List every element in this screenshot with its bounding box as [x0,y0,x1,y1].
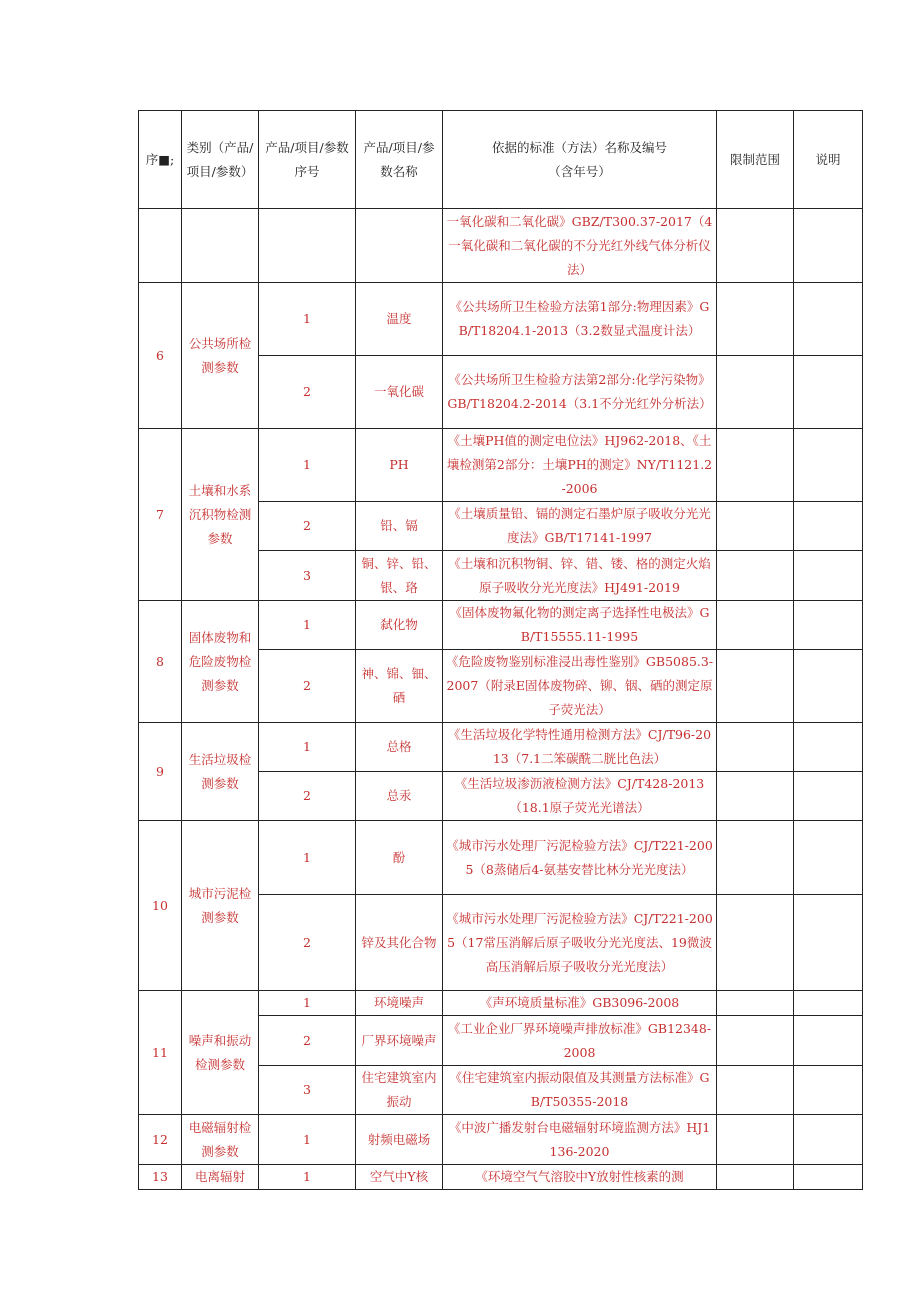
cell-item-no: 2 [259,895,356,991]
cell-standard: 《中波广播发射台电磁辐射环境监测方法》HJ1136-2020 [443,1115,717,1165]
cell-limit [717,601,794,650]
cell-note [794,1165,863,1190]
cell-seq: 8 [139,601,182,723]
cell-limit [717,650,794,723]
table-row [139,429,863,502]
cell-standard: 《城市污水处理厂污泥检验方法》CJ/T221-2005（8蒸储后4-氨基安替比林分光光度法） [443,821,717,895]
cell-seq: 13 [139,1165,182,1190]
cell-limit [717,723,794,772]
cell-item-name: PH [356,429,443,502]
header-limit: 限制范围 [717,111,794,209]
cell-note [794,772,863,821]
cell-note [794,1066,863,1115]
header-standard-line2: （含年号） [548,163,611,179]
cell-item-no: 1 [259,1165,356,1190]
table-row [139,601,863,650]
cell-item-no [259,209,356,283]
cell-item-no: 3 [259,551,356,601]
cell-limit [717,356,794,429]
cell-standard: 《城市污水处理厂污泥检验方法》CJ/T221-2005（17常压消解后原子吸收分光光度法、19微波高压消解后原子吸收分光光度法） [443,895,717,991]
cell-standard: 《工业企业厂界环境噪声排放标准》GB12348-2008 [443,1016,717,1066]
header-category: 类别（产品/项目/参数） [182,111,259,209]
cell-standard: 《土壤质量铅、镉的测定石墨炉原子吸收分光光度法》GB/T17141-1997 [443,502,717,551]
cell-item-name [356,209,443,283]
cell-seq [139,209,182,283]
cell-note [794,356,863,429]
cell-standard: 《土壤和沉积物铜、锌、错、镂、格的测定火焰原子吸收分光光度法》HJ491-2019 [443,551,717,601]
cell-seq: 9 [139,723,182,821]
cell-item-name: 神、锦、钿、硒 [356,650,443,723]
cell-limit [717,283,794,356]
cell-category: 噪声和振动检测参数 [182,991,259,1115]
cell-item-no: 1 [259,283,356,356]
header-seq: 序■; [139,111,182,209]
cell-item-no: 1 [259,429,356,502]
cell-limit [717,551,794,601]
cell-limit [717,502,794,551]
cell-seq: 11 [139,991,182,1115]
cell-category: 生活垃圾检测参数 [182,723,259,821]
cell-standard: 《声环境质量标准》GB3096-2008 [443,991,717,1016]
cell-note [794,551,863,601]
cell-standard: 《环境空气气溶胶中Y放射性核素的测 [443,1165,717,1190]
cell-note [794,502,863,551]
cell-item-name: 锌及其化合物 [356,895,443,991]
cell-note [794,1016,863,1066]
cell-item-name: 环境噪声 [356,991,443,1016]
cell-item-name: 酚 [356,821,443,895]
cell-item-no: 1 [259,991,356,1016]
cell-item-name: 铜、锌、铅、银、珞 [356,551,443,601]
cell-standard: 《生活垃圾化学特性通用检测方法》CJ/T96-2013（7.1二笨碳酰二胱比色法） [443,723,717,772]
cell-limit [717,1165,794,1190]
header-standard-line1: 依据的标准（方法）名称及编号 [491,139,667,155]
cell-limit [717,821,794,895]
cell-limit [717,772,794,821]
cell-seq: 6 [139,283,182,429]
cell-note [794,429,863,502]
cell-item-no: 1 [259,1115,356,1165]
header-row [139,111,863,209]
cell-note [794,821,863,895]
cell-item-no: 1 [259,723,356,772]
cell-note [794,209,863,283]
table-row [139,723,863,772]
cell-item-no: 2 [259,1016,356,1066]
cell-item-name: 住宅建筑室内振动 [356,1066,443,1115]
cell-item-name: 总汞 [356,772,443,821]
table-row [139,283,863,356]
cell-item-no: 1 [259,821,356,895]
cell-note [794,601,863,650]
cell-item-name: 空气中Y核 [356,1165,443,1190]
cell-limit [717,1115,794,1165]
cell-item-no: 2 [259,772,356,821]
cell-item-name: 一氧化碳 [356,356,443,429]
header-note: 说明 [794,111,863,209]
cell-category: 电磁辐射检测参数 [182,1115,259,1165]
cell-item-no: 2 [259,502,356,551]
cell-note [794,1115,863,1165]
cell-standard: 一氧化碳和二氧化碳》GBZ/T300.37-2017（4一氧化碳和二氧化碳的不分光红外线气体分析仪法） [443,209,717,283]
cell-category: 土壤和水系沉积物检测参数 [182,429,259,601]
header-standard [443,111,717,209]
cell-limit [717,209,794,283]
header-item-name: 产品/项目/参数名称 [356,111,443,209]
cell-item-name: 总格 [356,723,443,772]
cell-note [794,283,863,356]
cell-item-no: 2 [259,650,356,723]
cell-item-no: 2 [259,356,356,429]
cell-category: 城市污泥检测参数 [182,821,259,991]
cell-item-no: 3 [259,1066,356,1115]
cell-note [794,991,863,1016]
cell-note [794,895,863,991]
cell-item-name: 射频电磁场 [356,1115,443,1165]
table-row [139,991,863,1016]
cell-standard: 《危险废物鉴别标准浸出毒性鉴别》GB5085.3-2007（附录E固体废物碎、铆、铟、硒的测定原子荧光法） [443,650,717,723]
cell-standard: 《土壤PH值的测定电位法》HJ962-2018、《土壤检测第2部分：土壤PH的测定》NY/T1121.2-2006 [443,429,717,502]
cell-item-no: 1 [259,601,356,650]
cell-standard: 《公共场所卫生检验方法第1部分:物理因素》GB/T18204.1-2013（3.2数显式温度计法） [443,283,717,356]
cell-category: 电离辐射 [182,1165,259,1190]
cell-item-name: 铅、镉 [356,502,443,551]
cell-seq: 10 [139,821,182,991]
cell-limit [717,1016,794,1066]
cell-category: 公共场所检测参数 [182,283,259,429]
cell-item-name: 温度 [356,283,443,356]
cell-category: 固体废物和危险废物检测参数 [182,601,259,723]
table-row [139,821,863,895]
cell-category [182,209,259,283]
header-item-no: 产品/项目/参数序号 [259,111,356,209]
cell-seq: 7 [139,429,182,601]
cell-limit [717,1066,794,1115]
cell-note [794,650,863,723]
cell-limit [717,895,794,991]
table-row [139,209,863,283]
cell-seq: 12 [139,1115,182,1165]
cell-limit [717,429,794,502]
table-row [139,1115,863,1165]
cell-standard: 《固体废物氟化物的测定离子选择性电极法》GB/T15555.11-1995 [443,601,717,650]
standards-table [138,110,863,1190]
cell-standard: 《住宅建筑室内振动限值及其测量方法标准》GB/T50355-2018 [443,1066,717,1115]
cell-standard: 《生活垃圾渗沥液检测方法》CJ/T428-2013（18.1原子荧光光谱法） [443,772,717,821]
cell-standard: 《公共场所卫生检验方法第2部分:化学污染物》GB/T18204.2-2014（3.1不分光红外分析法） [443,356,717,429]
cell-note [794,723,863,772]
cell-item-name: 厂界环境噪声 [356,1016,443,1066]
table-row [139,1165,863,1190]
cell-item-name: 弑化物 [356,601,443,650]
cell-limit [717,991,794,1016]
